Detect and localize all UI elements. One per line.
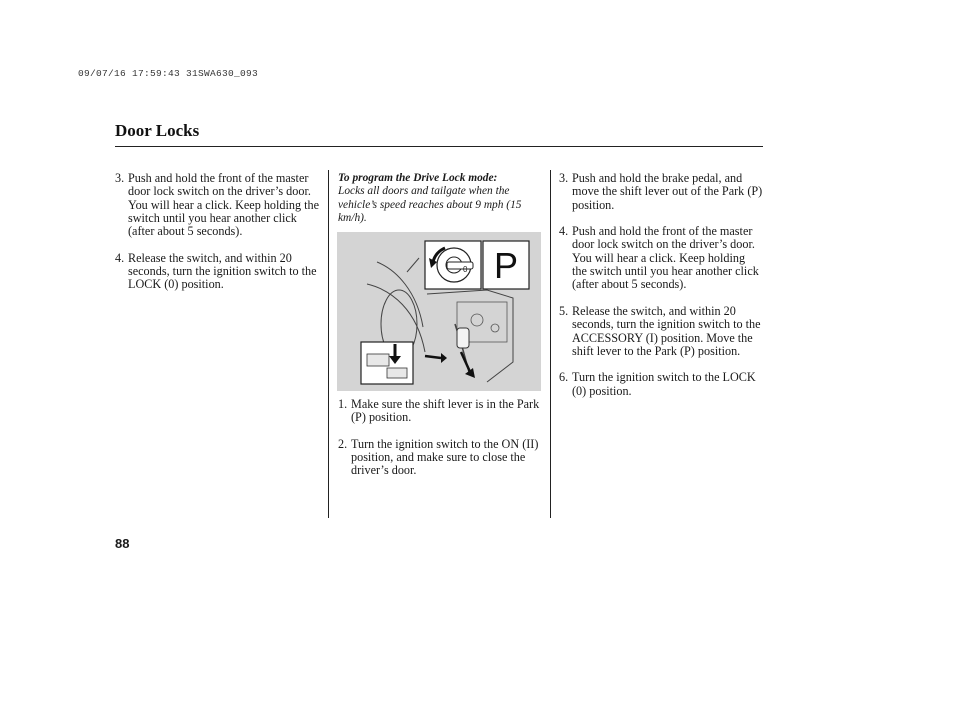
step-item [115,172,323,238]
step-text: Turn the ignition switch to the ON (II) position, and make sure to close the driver’s door. [351,436,539,478]
step-item [559,305,763,358]
step-text: Push and hold the front of the master door lock switch on the driver’s door. You will hear a click. Keep holding the switch until you hear another click (after about 5 seconds). [128,171,320,239]
step-number: 5. [559,303,569,318]
step-text: Push and hold the brake pedal, and move the shift lever out of the Park (P) position. [572,171,763,212]
step-text: Push and hold the front of the master door lock switch on the driver’s door. You will hear a click. Keep holding the switch until you hear another click (after about 5 seconds). [572,224,759,292]
step-item [338,398,544,425]
step-item [559,371,763,398]
step-number: 6. [559,370,569,385]
step-item [338,438,544,478]
column-divider-right [550,170,551,518]
key-icon [447,262,473,269]
step-item [559,225,763,291]
right-column [559,172,763,411]
step-number: 4. [115,250,125,265]
dashboard-figure [337,232,541,391]
step-number: 2. [338,436,348,451]
print-stamp: 09/07/16 17:59:43 31SWA630_093 [78,68,259,79]
step-text: Turn the ignition switch to the LOCK (0) position. [572,370,756,398]
title-divider [115,146,763,147]
center-console [427,290,513,382]
middle-column-steps [338,398,544,491]
step-number: 3. [115,171,125,185]
pedal-arrow-icon [425,356,441,358]
door-lock-switch-icon [367,354,389,366]
column-divider-left [328,170,329,518]
step-number: 3. [559,171,569,185]
note-title: To program the Drive Lock mode: [338,172,498,184]
page-title: Door Locks [115,121,200,140]
note-body: Locks all doors and tailgate when the vehicle’s speed reaches about 9 mph (15 km/h). [338,185,522,224]
step-text: Make sure the shift lever is in the Park (P) position. [351,397,540,425]
shift-position-letter: P [493,245,519,286]
middle-column [338,172,544,225]
step-text: Release the switch, and within 20 seconds, turn the ignition switch to the ACCESSORY (I) position. Move the shift lever to the Park (P) position. [572,303,761,358]
step-number: 4. [559,224,569,239]
ignition-lock-label: 0 [463,265,468,274]
left-column [115,172,323,305]
step-item [559,172,763,212]
page-number: 88 [115,536,130,551]
drive-lock-illustration [337,232,541,391]
step-number: 1. [338,397,348,411]
step-text: Release the switch, and within 20 seconds, turn the ignition switch to the LOCK (0) position. [128,250,317,292]
step-item [115,252,323,292]
